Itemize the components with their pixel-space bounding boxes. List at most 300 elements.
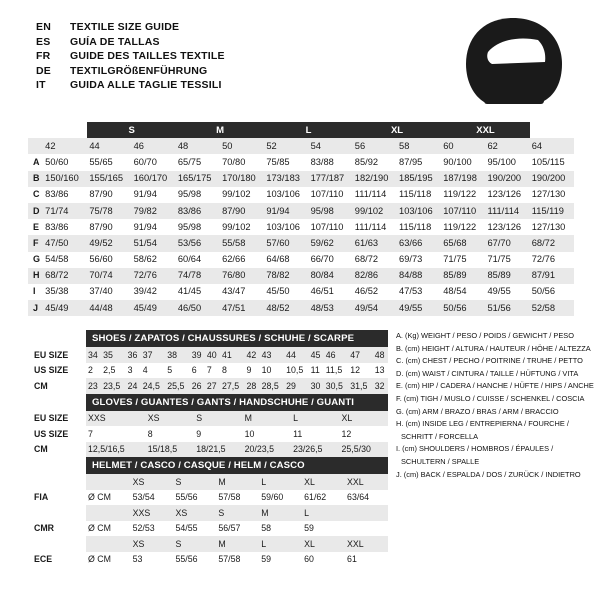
cell: 48/52	[266, 302, 290, 313]
cell: L	[259, 474, 302, 490]
cell: 87/91	[531, 270, 555, 281]
legend-item: A. (Kg) WEIGHT / PESO / POIDS / GEWICHT / PESO	[396, 331, 574, 340]
cell: 13	[374, 365, 385, 376]
table-row	[28, 219, 574, 235]
language-row	[36, 35, 456, 50]
cell: 30	[309, 378, 324, 394]
cell: 45/49	[133, 302, 157, 313]
cell: 46	[324, 347, 349, 363]
unit: Ø CM	[88, 523, 111, 534]
language-code: DE	[36, 64, 51, 77]
cell: 5	[167, 365, 173, 376]
cell: S	[173, 536, 216, 552]
cell: 35/38	[45, 286, 69, 297]
cell: 56/57	[218, 523, 241, 534]
cell: 127/130	[531, 189, 566, 200]
cell: 18/21,5	[194, 442, 242, 458]
cell: 103/106	[266, 221, 300, 232]
cell: 59/62	[310, 237, 334, 248]
cell: 10	[261, 365, 272, 376]
cell: 47/53	[399, 286, 423, 297]
language-row	[36, 78, 456, 93]
row-label: EU SIZE	[28, 411, 86, 427]
numeric-size: 64	[530, 138, 574, 154]
band-cell	[43, 122, 87, 138]
cell: 49/54	[354, 302, 379, 313]
numeric-size: 54	[309, 138, 353, 154]
shoes-section-title: SHOES / ZAPATOS / CHAUSSURES / SCHUHE / SCARPE	[86, 330, 388, 347]
cell: 115/118	[399, 221, 432, 232]
cell: S	[173, 474, 216, 490]
cell: 58	[261, 523, 272, 534]
row-label: EU SIZE	[28, 347, 86, 363]
language-text: GUÍA DE TALLAS	[70, 35, 160, 48]
cell: 123/126	[487, 189, 522, 200]
language-text: GUIDE DES TAILLES TEXTILE	[70, 50, 225, 62]
cell: 43	[260, 347, 285, 363]
helmet-ece-row	[28, 552, 388, 568]
cell: 87/90	[89, 221, 113, 232]
cell: 43/47	[222, 286, 246, 297]
cell: 61/62	[304, 492, 327, 503]
shoes-table	[28, 347, 388, 394]
cell: 68/72	[45, 270, 69, 281]
cell: 119/122	[443, 189, 477, 200]
cell: 25,5/30	[340, 442, 388, 458]
cell: 127/130	[531, 221, 566, 232]
table-row	[28, 154, 574, 170]
cell: 20/23,5	[243, 442, 291, 458]
cell: 34	[86, 347, 101, 363]
cell: 11,5	[325, 365, 343, 376]
cell	[345, 505, 388, 521]
numeric-size: 42	[43, 138, 87, 154]
row-label: D	[33, 205, 40, 216]
cell: XL	[302, 474, 345, 490]
cell: 99/102	[354, 205, 384, 216]
cell: 79/82	[133, 205, 157, 216]
row-label: A	[33, 156, 40, 167]
cell: 24	[126, 378, 141, 394]
cell: M	[243, 411, 291, 427]
cell: 54/58	[45, 254, 69, 265]
cell: 46/50	[177, 302, 202, 313]
row-label	[28, 505, 86, 521]
cell: 65/68	[443, 237, 467, 248]
cell: 45/50	[266, 286, 290, 297]
cell: 160/170	[133, 173, 168, 184]
language-code: IT	[36, 79, 46, 91]
cell: 59/60	[261, 492, 284, 503]
table-row	[28, 442, 388, 458]
cell: 48/54	[443, 286, 467, 297]
cell: 187/198	[443, 173, 477, 184]
cell: L	[302, 505, 345, 521]
cell: 38	[165, 347, 190, 363]
helmet-fia-row	[28, 490, 388, 506]
language-code: ES	[36, 35, 51, 48]
cell: 87/90	[222, 205, 246, 216]
cell	[345, 521, 388, 537]
cell: 85/92	[354, 156, 379, 167]
cell: 190/200	[531, 173, 566, 184]
cell: 12	[350, 365, 361, 376]
row-label: CM	[28, 442, 86, 458]
row-label: G	[33, 254, 41, 265]
row-label: CMR	[28, 521, 86, 537]
cell: S	[216, 505, 259, 521]
cell: 155/165	[89, 173, 123, 184]
cell: 39	[190, 347, 205, 363]
table-row	[28, 347, 388, 363]
cell: 123/126	[487, 221, 522, 232]
numeric-size: 52	[264, 138, 308, 154]
legend-item-continued: SCHULTERN / SPALLE	[401, 456, 480, 466]
cell: 10,5	[286, 365, 304, 376]
cell: 15/18,5	[146, 442, 194, 458]
legend-item: D. (cm) WAIST / CINTURA / TAILLE / HÜFTUNG / VITA	[396, 368, 579, 378]
cell: 48/53	[310, 302, 334, 313]
cell: XXS	[86, 411, 146, 427]
cell: 99/102	[222, 189, 251, 200]
cell: 82/86	[354, 270, 379, 281]
cell: 31,5	[348, 378, 373, 394]
row-label: FIA	[28, 490, 86, 506]
cell: 53/56	[177, 237, 202, 248]
legend-item-continued: SCHRITT / FORCELLA	[401, 431, 479, 441]
cell: XS	[131, 536, 174, 552]
table-row	[28, 363, 388, 379]
cell: 64/68	[266, 254, 290, 265]
cell: 46/52	[354, 286, 379, 297]
cell: 107/110	[310, 221, 344, 232]
cell: 85/89	[443, 270, 467, 281]
cell: 80/84	[310, 270, 334, 281]
numeric-size: 46	[132, 138, 176, 154]
language-row	[36, 20, 456, 35]
language-code: EN	[36, 21, 51, 33]
body-measurements-table	[28, 122, 574, 316]
cell: 83/88	[310, 156, 334, 167]
band-empty	[28, 122, 43, 138]
cell: 165/175	[177, 173, 212, 184]
helmet-fia-header-row	[28, 474, 388, 490]
cell: 95/98	[177, 189, 202, 200]
unit: Ø CM	[88, 554, 111, 565]
helmet-icon	[458, 14, 568, 109]
cell: 75/78	[89, 205, 113, 216]
cell: 59	[304, 523, 314, 534]
row-label: J	[33, 302, 39, 313]
cell: 2	[88, 365, 93, 376]
row-label: US SIZE	[28, 363, 86, 379]
row-label: B	[33, 173, 40, 184]
cell: 7	[206, 365, 212, 376]
helmet-section-title: HELMET / CASCO / CASQUE / HELM / CASCO	[86, 457, 388, 474]
cell: 78/82	[266, 270, 290, 281]
cell: 26	[190, 378, 205, 394]
row-label	[28, 474, 86, 490]
cell: XXL	[345, 536, 388, 552]
language-text: TEXTILGRÖßENFÜHRUNG	[70, 64, 208, 77]
cell: 49/55	[399, 302, 423, 313]
cell: 87/95	[399, 156, 423, 167]
measurement-legend	[396, 330, 594, 567]
cell: 7	[88, 428, 93, 439]
helmet-cmr-row	[28, 521, 388, 537]
gloves-table	[28, 411, 388, 458]
cell: 55/58	[222, 237, 246, 248]
cell: 103/106	[266, 189, 300, 200]
cell: 91/94	[266, 205, 290, 216]
cell: 37	[141, 347, 166, 363]
cell: XXS	[131, 505, 174, 521]
table-row	[28, 378, 388, 394]
cell: 50/56	[531, 286, 555, 297]
cell: 115/118	[399, 189, 432, 200]
cell: 119/122	[443, 221, 477, 232]
cell: 107/110	[310, 189, 344, 200]
cell: 52/53	[132, 523, 155, 534]
legend-item: E. (cm) HIP / CADERA / HANCHE / HÜFTE / HIPS / ANCHE	[396, 381, 594, 391]
cell: M	[259, 505, 302, 521]
cell: L	[291, 411, 339, 427]
cell: XS	[173, 505, 216, 521]
cell: 27	[205, 378, 220, 394]
cell: 150/160	[45, 173, 79, 184]
numeric-size: 60	[441, 138, 485, 154]
cell: 53	[132, 554, 143, 565]
cell: 49/55	[487, 286, 511, 297]
cell: 55/56	[175, 554, 198, 565]
cell: 68/72	[531, 237, 555, 248]
cell: M	[216, 536, 259, 552]
cell: 95/100	[487, 156, 516, 167]
band-cell	[530, 122, 574, 138]
cell: 6	[191, 365, 197, 376]
cell: 111/114	[354, 221, 387, 232]
table-row	[28, 268, 574, 284]
cell: 68/72	[354, 254, 379, 265]
legend-item: J. (cm) BACK / ESPALDA / DOS / ZURÜCK / INDIETRO	[396, 469, 581, 479]
cell: 58/62	[133, 254, 157, 265]
numeric-size: 44	[87, 138, 131, 154]
cell: 25,5	[165, 378, 190, 394]
row-label: I	[33, 286, 36, 297]
table-row	[28, 284, 574, 300]
cell: 65/75	[177, 156, 202, 167]
cell: 103/106	[399, 205, 433, 216]
cell: 4	[142, 365, 148, 376]
cell: 30,5	[324, 378, 349, 394]
cell: 23	[86, 378, 101, 394]
table-row	[28, 300, 574, 316]
table-row	[28, 235, 574, 251]
band-xxl: XXL	[441, 122, 529, 138]
cell: 60/64	[177, 254, 202, 265]
cell: 60	[304, 554, 314, 565]
bottom-section	[28, 330, 594, 567]
legend-item: F. (cm) TIGH / MUSLO / CUISSE / SCHENKEL / COSCIA	[396, 393, 585, 403]
cell: 67/70	[487, 237, 511, 248]
cell: 11	[310, 365, 320, 376]
cell: 8	[147, 428, 153, 439]
cell: 111/114	[354, 189, 387, 200]
table-row	[28, 203, 574, 219]
numeric-size-row	[28, 138, 574, 154]
language-header	[36, 20, 456, 93]
row-label: F	[33, 237, 39, 248]
equipment-tables	[28, 330, 388, 567]
row-label: H	[33, 270, 40, 281]
cell: 50/56	[443, 302, 467, 313]
cell: 44	[284, 347, 309, 363]
cell: 50/60	[45, 156, 69, 167]
band-m: M	[176, 122, 264, 138]
cell: 28,5	[260, 378, 285, 394]
cell: XS	[131, 474, 174, 490]
cell: 85/89	[487, 270, 511, 281]
table-row	[28, 252, 574, 268]
cell: 83/86	[177, 205, 202, 216]
cell: 185/195	[399, 173, 433, 184]
cell: 8	[221, 365, 227, 376]
cell: 57/58	[218, 492, 241, 503]
row-label: E	[33, 221, 40, 232]
cell: XS	[146, 411, 194, 427]
helmet-ece-header-row	[28, 536, 388, 552]
table-row	[28, 426, 388, 442]
cell: 83/86	[45, 189, 69, 200]
cell	[86, 536, 131, 552]
band-xl: XL	[353, 122, 441, 138]
cell: 35	[101, 347, 126, 363]
band-l: L	[264, 122, 352, 138]
cell: 47/51	[222, 302, 246, 313]
cell: 170/180	[222, 173, 256, 184]
cell: XL	[340, 411, 388, 427]
cell: S	[194, 411, 242, 427]
row-label: US SIZE	[28, 426, 86, 442]
helmet-table	[28, 474, 388, 567]
cell: 47	[348, 347, 373, 363]
language-row	[36, 64, 456, 79]
cell: 28	[245, 378, 260, 394]
cell: 57/58	[218, 554, 241, 565]
numeric-size: 48	[176, 138, 220, 154]
cell: 2,5	[103, 365, 116, 376]
size-band-row	[28, 122, 574, 138]
cell: 37/40	[89, 286, 113, 297]
cell: 39/42	[133, 286, 157, 297]
cell: 55/56	[175, 492, 198, 503]
table-row	[28, 171, 574, 187]
cell: 90/100	[443, 156, 472, 167]
cell: 11	[293, 428, 303, 439]
cell: 105/115	[531, 156, 565, 167]
cell: XXL	[345, 474, 388, 490]
cell: 87/90	[89, 189, 113, 200]
cell: 60/70	[133, 156, 157, 167]
legend-item: H. (cm) INSIDE LEG / ENTREPIERNA / FOURCHE /	[396, 419, 569, 429]
cell: 45/49	[45, 302, 69, 313]
cell: 47/50	[45, 237, 69, 248]
row-label: C	[33, 189, 40, 200]
cell: 70/74	[89, 270, 113, 281]
cell: 9	[196, 428, 202, 439]
cell: 42	[245, 347, 260, 363]
cell: 63/66	[399, 237, 423, 248]
cell: 76/80	[222, 270, 246, 281]
cell: M	[216, 474, 259, 490]
cell: 3	[127, 365, 133, 376]
cell: 27,5	[220, 378, 245, 394]
cell: 91/94	[133, 221, 157, 232]
numeric-size: 56	[353, 138, 397, 154]
cell: 45	[309, 347, 324, 363]
cell: 71/74	[45, 205, 69, 216]
cell: 71/75	[487, 254, 511, 265]
cell: 83/86	[45, 221, 69, 232]
legend-item: I. (cm) SHOULDERS / HOMBROS / ÉPAULES /	[396, 444, 554, 454]
language-row	[36, 49, 456, 64]
cell: 173/183	[266, 173, 300, 184]
helmet-cmr-header-row	[28, 505, 388, 521]
cell: 62/66	[222, 254, 246, 265]
cell: 29	[284, 378, 309, 394]
cell: 41/45	[177, 286, 202, 297]
cell: 9	[246, 365, 252, 376]
cell: XL	[302, 536, 345, 552]
cell: 51/54	[133, 237, 157, 248]
cell: 66/70	[310, 254, 334, 265]
cell: 12,5/16,5	[86, 442, 146, 458]
cell: 44/48	[89, 302, 113, 313]
cell: 10	[244, 428, 255, 439]
gloves-section-title: GLOVES / GUANTES / GANTS / HANDSCHUHE / GUANTI	[86, 394, 388, 411]
cell: 75/85	[266, 156, 290, 167]
cell: 41	[220, 347, 245, 363]
cell: 52/58	[531, 302, 555, 313]
cell: 95/98	[310, 205, 334, 216]
cell: L	[259, 536, 302, 552]
language-text: TEXTILE SIZE GUIDE	[70, 21, 180, 33]
cell	[86, 505, 131, 521]
cell: 107/110	[443, 205, 477, 216]
language-text: GUIDA ALLE TAGLIE TESSILI	[70, 79, 222, 91]
numeric-size: 62	[486, 138, 530, 154]
cell: 72/76	[531, 254, 555, 265]
legend-item: C. (cm) CHEST / PECHO / POITRINE / TRUHE / PETTO	[396, 356, 583, 366]
cell: 74/78	[177, 270, 202, 281]
cell: 61/63	[354, 237, 379, 248]
cell: 115/119	[531, 205, 564, 216]
cell: 12	[341, 428, 352, 439]
cell: 111/114	[487, 205, 520, 216]
cell: 84/88	[399, 270, 423, 281]
cell: 32	[373, 378, 388, 394]
cell: 71/75	[443, 254, 467, 265]
numeric-size: 50	[220, 138, 264, 154]
cell: 54/55	[175, 523, 198, 534]
cell: 69/73	[399, 254, 423, 265]
cell	[86, 474, 131, 490]
table-row	[28, 187, 574, 203]
numeric-size: 58	[397, 138, 441, 154]
cell: 56/60	[89, 254, 113, 265]
row-label: ECE	[28, 552, 86, 568]
cell: 49/52	[89, 237, 113, 248]
